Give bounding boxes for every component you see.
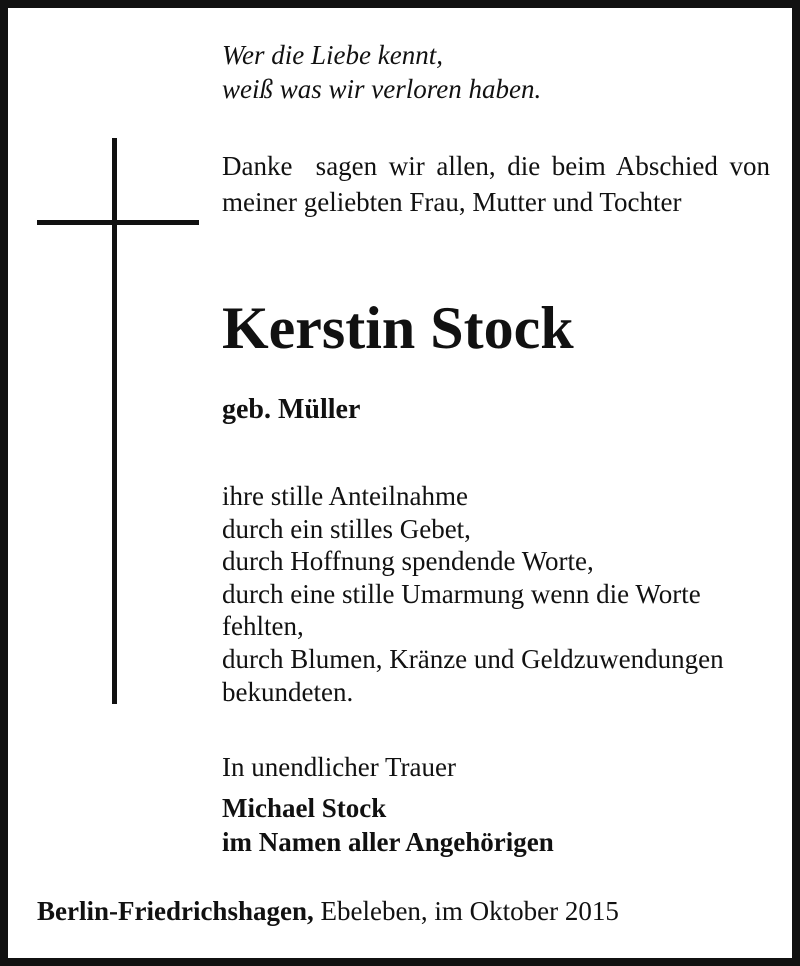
deceased-name: Kerstin Stock [222, 295, 574, 361]
maiden-name: geb. Müller [222, 394, 361, 425]
cross-horizontal-bar [37, 220, 199, 225]
footer-place-date: Ebeleben, im Oktober 2015 [313, 896, 619, 926]
mourning-line: In unendlicher Trauer [222, 752, 456, 782]
text-line: durch eine stille Umarmung wenn die Worte [222, 578, 701, 609]
thanks-text: Danke sagen wir allen, die beim Abschied von meiner geliebten Frau, Mutter und Tochter [222, 151, 777, 217]
text-line: durch Hoffnung spendende Worte, [222, 546, 594, 577]
text-line: fehlten, [222, 611, 304, 642]
footer-place: Berlin-Friedrichshagen, [37, 896, 314, 926]
text-line: ihre stille Anteilnahme [222, 481, 468, 511]
epigraph-line: Wer die Liebe kennt, [222, 40, 443, 70]
gratitude-text [222, 480, 770, 708]
epigraph-line: weiß was wir verloren haben. [222, 74, 542, 104]
text-line: durch Blumen, Kränze und Geldzuwendungen [222, 643, 724, 674]
signature-block [222, 791, 770, 859]
signer-note: im Namen aller Angehörigen [222, 827, 554, 857]
text-line: durch ein stilles Gebet, [222, 513, 471, 544]
epigraph [222, 38, 770, 106]
signer-name: Michael Stock [222, 793, 387, 823]
place-date-line [37, 894, 619, 928]
text-line: bekundeten. [222, 676, 354, 707]
